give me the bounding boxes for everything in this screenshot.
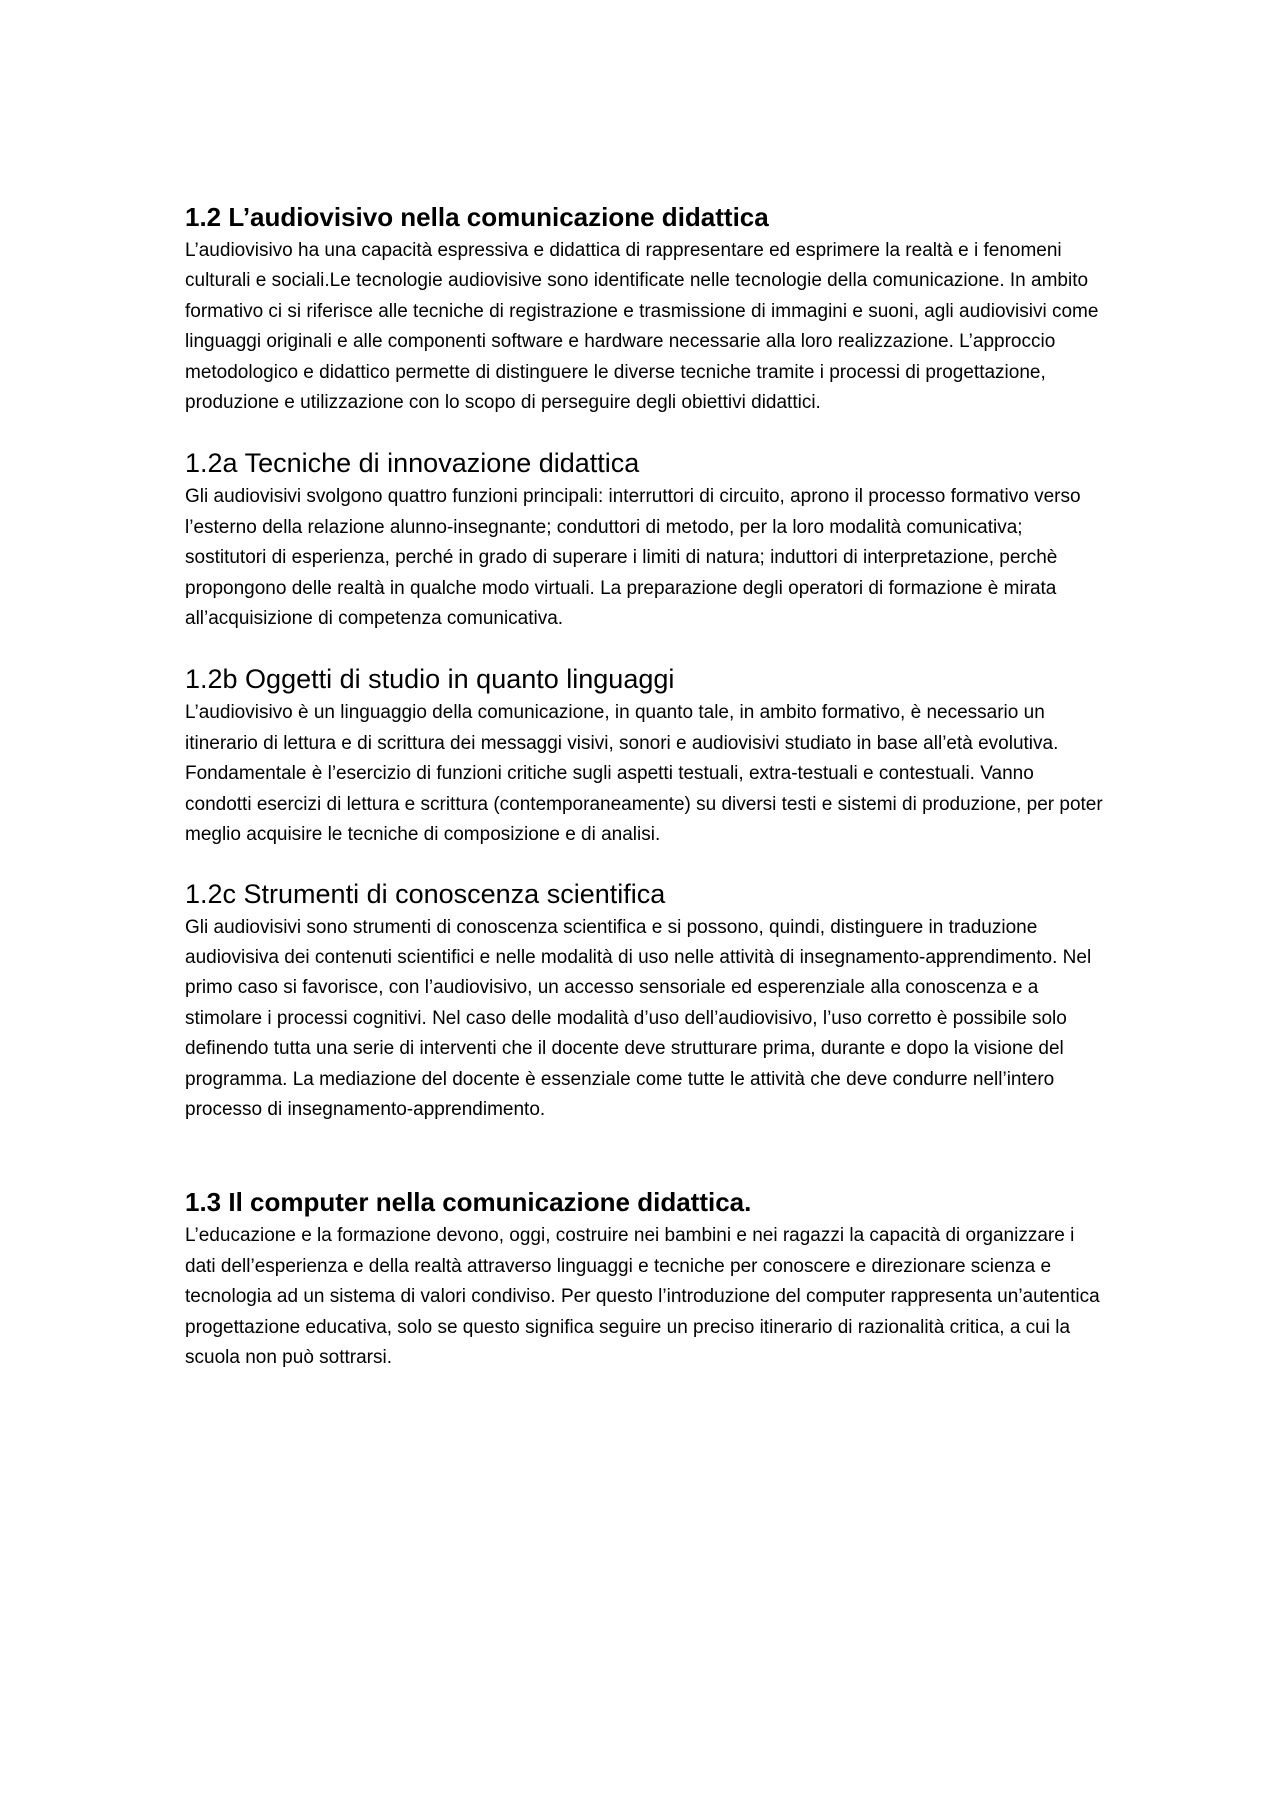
section-paragraph: Gli audiovisivi sono strumenti di conoscenza scientifica e si possono, quindi, distinguere in traduzione audiovisiva dei contenuti scientifici e nelle modalità di uso nelle attività di insegnamento-apprendimento. Nel primo caso si favorisce, con l’audiovisivo, un accesso sensoriale ed esperenziale alla conoscenza e a stimolare i processi cognitivi. Nel caso delle modalità d’uso dell’audiovisivo, l’uso corretto è possibile solo definendo tutta una serie di interventi che il docente deve strutturare prima, durante e dopo la visione del programma. La mediazione del docente è essenziale come tutte le attività che deve condurre nell’intero processo di insegnamento-apprendimento. [185, 916, 1092, 1120]
spacer [185, 634, 1105, 662]
subsection-heading: 1.2b Oggetti di studio in quanto linguaggi [185, 664, 675, 695]
section-paragraph: L’audiovisivo ha una capacità espressiva e didattica di rappresentare ed esprimere la realtà e i fenomeni culturali e sociali.Le tecnologie audiovisive sono identificate nelle tecnologie della comunicazione. In ambito formativo ci si riferisce alle tecniche di registrazione e trasmissione di immagini e suoni, agli audiovisivi come linguaggi originali e alle componenti software e hardware necessarie alla loro realizzazione. L’approccio metodologico e didattico permette di distinguere le diverse tecniche tramite i processi di progettazione, produzione e utilizzazione con lo scopo di perseguire degli obiettivi didattici. [185, 240, 1099, 414]
section-1-2b [185, 662, 1105, 850]
spacer [185, 851, 1105, 877]
section-1-2c [185, 877, 1105, 1126]
section-1-2a [185, 446, 1105, 634]
spacer [185, 1125, 1105, 1185]
section-heading: 1.2 L’audiovisivo nella comunicazione didattica [185, 202, 769, 232]
section-1-3 [185, 1185, 1105, 1373]
subsection-heading: 1.2a Tecniche di innovazione didattica [185, 448, 640, 479]
section-1-2 [185, 200, 1105, 418]
section-heading: 1.3 Il computer nella comunicazione didattica. [185, 1187, 752, 1218]
document-page [185, 200, 1105, 1373]
section-paragraph: Gli audiovisivi svolgono quattro funzioni principali: interruttori di circuito, aprono il processo formativo verso l’esterno della relazione alunno-insegnante; conduttori di metodo, per la loro modalità comunicativa; sostitutori di esperienza, perché in grado di superare i limiti di natura; induttori di interpretazione, perchè propongono delle realtà in qualche modo virtuali. La preparazione degli operatori di formazione è mirata all’acquisizione di competenza comunicativa. [185, 486, 1081, 630]
subsection-heading: 1.2c Strumenti di conoscenza scientifica [185, 878, 666, 909]
section-paragraph: L’audiovisivo è un linguaggio della comunicazione, in quanto tale, in ambito formativo, è necessario un itinerario di lettura e di scrittura dei messaggi visivi, sonori e audiovisivi studiato in base all’età evolutiva. Fondamentale è l’esercizio di funzioni critiche sugli aspetti testuali, extra-testuali e contestuali. Vanno condotti esercizi di lettura e scrittura (contemporaneamente) su diversi testi e sistemi di produzione, per poter meglio acquisire le tecniche di composizione e di analisi. [185, 702, 1103, 846]
spacer [185, 418, 1105, 446]
section-paragraph: L’educazione e la formazione devono, oggi, costruire nei bambini e nei ragazzi la capacità di organizzare i dati dell’esperienza e della realtà attraverso linguaggi e tecniche per conoscere e direzionare scienza e tecnologia ad un sistema di valori condiviso. Per questo l’introduzione del computer rappresenta un’autentica progettazione educativa, solo se questo significa seguire un preciso itinerario di razionalità critica, a cui la scuola non può sottrarsi. [185, 1225, 1100, 1368]
